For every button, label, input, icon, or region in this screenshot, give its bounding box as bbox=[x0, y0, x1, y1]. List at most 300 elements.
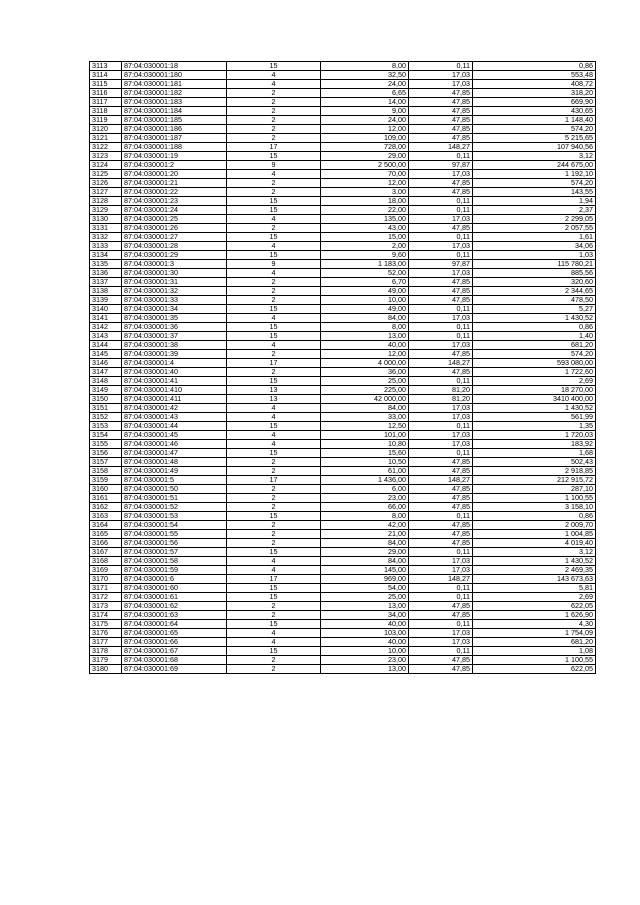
category-code-cell: 2 bbox=[227, 287, 321, 296]
rate-cell: 0,11 bbox=[409, 584, 473, 593]
value-cell: 2 918,85 bbox=[473, 467, 596, 476]
row-number-cell: 3161 bbox=[90, 494, 122, 503]
rate-cell: 17,03 bbox=[409, 431, 473, 440]
cadastral-number-cell: 87:04:030001:59 bbox=[122, 566, 227, 575]
area-cell: 42 000,00 bbox=[321, 395, 409, 404]
value-cell: 1 430,52 bbox=[473, 404, 596, 413]
rate-cell: 47,85 bbox=[409, 224, 473, 233]
table-row bbox=[90, 629, 596, 638]
cadastral-number-cell: 87:04:030001:5 bbox=[122, 476, 227, 485]
rate-cell: 0,11 bbox=[409, 323, 473, 332]
rate-cell: 17,03 bbox=[409, 71, 473, 80]
value-cell: 143 673,63 bbox=[473, 575, 596, 584]
area-cell: 13,00 bbox=[321, 665, 409, 674]
cadastral-number-cell: 87:04:030001:43 bbox=[122, 413, 227, 422]
value-cell: 1,68 bbox=[473, 449, 596, 458]
area-cell: 61,00 bbox=[321, 467, 409, 476]
category-code-cell: 15 bbox=[227, 332, 321, 341]
cadastral-number-cell: 87:04:030001:25 bbox=[122, 215, 227, 224]
rate-cell: 17,03 bbox=[409, 557, 473, 566]
cadastral-number-cell: 87:04:030001:40 bbox=[122, 368, 227, 377]
table-row bbox=[90, 224, 596, 233]
row-number-cell: 3170 bbox=[90, 575, 122, 584]
table-row bbox=[90, 386, 596, 395]
value-cell: 885,56 bbox=[473, 269, 596, 278]
area-cell: 8,00 bbox=[321, 512, 409, 521]
value-cell: 1 100,55 bbox=[473, 656, 596, 665]
rate-cell: 0,11 bbox=[409, 620, 473, 629]
area-cell: 54,00 bbox=[321, 584, 409, 593]
cadastral-number-cell: 87:04:030001:186 bbox=[122, 125, 227, 134]
category-code-cell: 4 bbox=[227, 566, 321, 575]
rate-cell: 47,85 bbox=[409, 287, 473, 296]
rate-cell: 47,85 bbox=[409, 503, 473, 512]
area-cell: 40,00 bbox=[321, 341, 409, 350]
cadastral-number-cell: 87:04:030001:6 bbox=[122, 575, 227, 584]
rate-cell: 47,85 bbox=[409, 494, 473, 503]
table-row bbox=[90, 485, 596, 494]
table-row bbox=[90, 395, 596, 404]
rate-cell: 47,85 bbox=[409, 89, 473, 98]
value-cell: 244 675,00 bbox=[473, 161, 596, 170]
value-cell: 1,94 bbox=[473, 197, 596, 206]
rate-cell: 47,85 bbox=[409, 296, 473, 305]
rate-cell: 0,11 bbox=[409, 647, 473, 656]
rate-cell: 47,85 bbox=[409, 656, 473, 665]
area-cell: 52,00 bbox=[321, 269, 409, 278]
category-code-cell: 13 bbox=[227, 395, 321, 404]
cadastral-number-cell: 87:04:030001:61 bbox=[122, 593, 227, 602]
rate-cell: 17,03 bbox=[409, 566, 473, 575]
value-cell: 320,60 bbox=[473, 278, 596, 287]
rate-cell: 47,85 bbox=[409, 350, 473, 359]
rate-cell: 17,03 bbox=[409, 80, 473, 89]
category-code-cell: 15 bbox=[227, 449, 321, 458]
data-table bbox=[89, 61, 596, 674]
category-code-cell: 2 bbox=[227, 467, 321, 476]
area-cell: 49,00 bbox=[321, 287, 409, 296]
category-code-cell: 4 bbox=[227, 341, 321, 350]
table-row bbox=[90, 179, 596, 188]
value-cell: 3 158,10 bbox=[473, 503, 596, 512]
value-cell: 1 754,09 bbox=[473, 629, 596, 638]
category-code-cell: 15 bbox=[227, 548, 321, 557]
cadastral-number-cell: 87:04:030001:411 bbox=[122, 395, 227, 404]
category-code-cell: 4 bbox=[227, 629, 321, 638]
category-code-cell: 2 bbox=[227, 224, 321, 233]
area-cell: 24,00 bbox=[321, 116, 409, 125]
row-number-cell: 3141 bbox=[90, 314, 122, 323]
value-cell: 287,10 bbox=[473, 485, 596, 494]
row-number-cell: 3139 bbox=[90, 296, 122, 305]
cadastral-number-cell: 87:04:030001:47 bbox=[122, 449, 227, 458]
value-cell: 574,20 bbox=[473, 125, 596, 134]
table-row bbox=[90, 413, 596, 422]
cadastral-number-cell: 87:04:030001:65 bbox=[122, 629, 227, 638]
category-code-cell: 2 bbox=[227, 134, 321, 143]
category-code-cell: 15 bbox=[227, 305, 321, 314]
category-code-cell: 2 bbox=[227, 530, 321, 539]
rate-cell: 17,03 bbox=[409, 314, 473, 323]
value-cell: 1 430,52 bbox=[473, 314, 596, 323]
row-number-cell: 3120 bbox=[90, 125, 122, 134]
rate-cell: 17,03 bbox=[409, 413, 473, 422]
rate-cell: 0,11 bbox=[409, 422, 473, 431]
cadastral-number-cell: 87:04:030001:182 bbox=[122, 89, 227, 98]
rate-cell: 47,85 bbox=[409, 602, 473, 611]
value-cell: 2 057,55 bbox=[473, 224, 596, 233]
table-row bbox=[90, 305, 596, 314]
row-number-cell: 3116 bbox=[90, 89, 122, 98]
table-row bbox=[90, 521, 596, 530]
cadastral-number-cell: 87:04:030001:410 bbox=[122, 386, 227, 395]
value-cell: 574,20 bbox=[473, 350, 596, 359]
area-cell: 40,00 bbox=[321, 620, 409, 629]
table-row bbox=[90, 287, 596, 296]
row-number-cell: 3166 bbox=[90, 539, 122, 548]
category-code-cell: 4 bbox=[227, 269, 321, 278]
category-code-cell: 17 bbox=[227, 359, 321, 368]
row-number-cell: 3150 bbox=[90, 395, 122, 404]
rate-cell: 47,85 bbox=[409, 188, 473, 197]
area-cell: 70,00 bbox=[321, 170, 409, 179]
row-number-cell: 3113 bbox=[90, 62, 122, 71]
area-cell: 8,00 bbox=[321, 62, 409, 71]
value-cell: 593 080,00 bbox=[473, 359, 596, 368]
area-cell: 225,00 bbox=[321, 386, 409, 395]
row-number-cell: 3164 bbox=[90, 521, 122, 530]
rate-cell: 0,11 bbox=[409, 206, 473, 215]
category-code-cell: 4 bbox=[227, 170, 321, 179]
area-cell: 22,00 bbox=[321, 206, 409, 215]
cadastral-number-cell: 87:04:030001:35 bbox=[122, 314, 227, 323]
cadastral-number-cell: 87:04:030001:4 bbox=[122, 359, 227, 368]
table-row bbox=[90, 269, 596, 278]
area-cell: 40,00 bbox=[321, 638, 409, 647]
rate-cell: 148,27 bbox=[409, 359, 473, 368]
rate-cell: 148,27 bbox=[409, 476, 473, 485]
value-cell: 1,40 bbox=[473, 332, 596, 341]
value-cell: 212 915,72 bbox=[473, 476, 596, 485]
value-cell: 1 004,85 bbox=[473, 530, 596, 539]
value-cell: 1,61 bbox=[473, 233, 596, 242]
category-code-cell: 2 bbox=[227, 89, 321, 98]
area-cell: 12,50 bbox=[321, 422, 409, 431]
row-number-cell: 3176 bbox=[90, 629, 122, 638]
rate-cell: 17,03 bbox=[409, 269, 473, 278]
value-cell: 1 626,90 bbox=[473, 611, 596, 620]
value-cell: 1 148,40 bbox=[473, 116, 596, 125]
area-cell: 13,00 bbox=[321, 332, 409, 341]
category-code-cell: 2 bbox=[227, 611, 321, 620]
value-cell: 3,12 bbox=[473, 152, 596, 161]
rate-cell: 47,85 bbox=[409, 179, 473, 188]
table-row bbox=[90, 152, 596, 161]
table-row bbox=[90, 314, 596, 323]
row-number-cell: 3168 bbox=[90, 557, 122, 566]
area-cell: 12,00 bbox=[321, 350, 409, 359]
cadastral-number-cell: 87:04:030001:21 bbox=[122, 179, 227, 188]
category-code-cell: 4 bbox=[227, 440, 321, 449]
cadastral-number-cell: 87:04:030001:37 bbox=[122, 332, 227, 341]
value-cell: 1 722,60 bbox=[473, 368, 596, 377]
category-code-cell: 4 bbox=[227, 71, 321, 80]
table-row bbox=[90, 602, 596, 611]
area-cell: 36,00 bbox=[321, 368, 409, 377]
value-cell: 18 270,00 bbox=[473, 386, 596, 395]
table-row bbox=[90, 575, 596, 584]
rate-cell: 47,85 bbox=[409, 467, 473, 476]
area-cell: 42,00 bbox=[321, 521, 409, 530]
row-number-cell: 3165 bbox=[90, 530, 122, 539]
value-cell: 0,86 bbox=[473, 62, 596, 71]
area-cell: 2 500,00 bbox=[321, 161, 409, 170]
table-body bbox=[90, 62, 596, 674]
value-cell: 183,92 bbox=[473, 440, 596, 449]
table-row bbox=[90, 557, 596, 566]
value-cell: 0,86 bbox=[473, 323, 596, 332]
area-cell: 103,00 bbox=[321, 629, 409, 638]
cadastral-number-cell: 87:04:030001:22 bbox=[122, 188, 227, 197]
row-number-cell: 3171 bbox=[90, 584, 122, 593]
table-row bbox=[90, 170, 596, 179]
row-number-cell: 3153 bbox=[90, 422, 122, 431]
rate-cell: 0,11 bbox=[409, 62, 473, 71]
category-code-cell: 2 bbox=[227, 521, 321, 530]
cadastral-number-cell: 87:04:030001:48 bbox=[122, 458, 227, 467]
category-code-cell: 2 bbox=[227, 665, 321, 674]
area-cell: 25,00 bbox=[321, 377, 409, 386]
row-number-cell: 3129 bbox=[90, 206, 122, 215]
category-code-cell: 2 bbox=[227, 125, 321, 134]
category-code-cell: 2 bbox=[227, 539, 321, 548]
row-number-cell: 3159 bbox=[90, 476, 122, 485]
row-number-cell: 3121 bbox=[90, 134, 122, 143]
category-code-cell: 2 bbox=[227, 116, 321, 125]
rate-cell: 148,27 bbox=[409, 143, 473, 152]
table-row bbox=[90, 647, 596, 656]
rate-cell: 17,03 bbox=[409, 638, 473, 647]
table-row bbox=[90, 539, 596, 548]
area-cell: 84,00 bbox=[321, 314, 409, 323]
rate-cell: 47,85 bbox=[409, 530, 473, 539]
table-row bbox=[90, 206, 596, 215]
value-cell: 1,35 bbox=[473, 422, 596, 431]
table-row bbox=[90, 125, 596, 134]
row-number-cell: 3145 bbox=[90, 350, 122, 359]
area-cell: 8,00 bbox=[321, 323, 409, 332]
area-cell: 3,00 bbox=[321, 188, 409, 197]
area-cell: 10,50 bbox=[321, 458, 409, 467]
row-number-cell: 3158 bbox=[90, 467, 122, 476]
rate-cell: 97,87 bbox=[409, 161, 473, 170]
rate-cell: 17,03 bbox=[409, 629, 473, 638]
value-cell: 478,50 bbox=[473, 296, 596, 305]
category-code-cell: 2 bbox=[227, 278, 321, 287]
category-code-cell: 15 bbox=[227, 584, 321, 593]
row-number-cell: 3126 bbox=[90, 179, 122, 188]
value-cell: 4 019,40 bbox=[473, 539, 596, 548]
rate-cell: 81,20 bbox=[409, 386, 473, 395]
table-row bbox=[90, 251, 596, 260]
value-cell: 561,99 bbox=[473, 413, 596, 422]
value-cell: 5,27 bbox=[473, 305, 596, 314]
rate-cell: 17,03 bbox=[409, 341, 473, 350]
area-cell: 24,00 bbox=[321, 80, 409, 89]
row-number-cell: 3167 bbox=[90, 548, 122, 557]
area-cell: 728,00 bbox=[321, 143, 409, 152]
category-code-cell: 13 bbox=[227, 386, 321, 395]
table-row bbox=[90, 197, 596, 206]
rate-cell: 17,03 bbox=[409, 440, 473, 449]
table-row bbox=[90, 188, 596, 197]
rate-cell: 0,11 bbox=[409, 197, 473, 206]
area-cell: 145,00 bbox=[321, 566, 409, 575]
category-code-cell: 15 bbox=[227, 251, 321, 260]
row-number-cell: 3133 bbox=[90, 242, 122, 251]
category-code-cell: 4 bbox=[227, 431, 321, 440]
table-row bbox=[90, 584, 596, 593]
row-number-cell: 3122 bbox=[90, 143, 122, 152]
rate-cell: 47,85 bbox=[409, 107, 473, 116]
value-cell: 5,81 bbox=[473, 584, 596, 593]
cadastral-number-cell: 87:04:030001:27 bbox=[122, 233, 227, 242]
row-number-cell: 3125 bbox=[90, 170, 122, 179]
area-cell: 32,50 bbox=[321, 71, 409, 80]
area-cell: 49,00 bbox=[321, 305, 409, 314]
value-cell: 34,06 bbox=[473, 242, 596, 251]
table-row bbox=[90, 404, 596, 413]
category-code-cell: 17 bbox=[227, 143, 321, 152]
area-cell: 84,00 bbox=[321, 539, 409, 548]
cadastral-number-cell: 87:04:030001:18 bbox=[122, 62, 227, 71]
table-row bbox=[90, 665, 596, 674]
table-row bbox=[90, 431, 596, 440]
cadastral-number-cell: 87:04:030001:53 bbox=[122, 512, 227, 521]
category-code-cell: 15 bbox=[227, 233, 321, 242]
category-code-cell: 9 bbox=[227, 260, 321, 269]
value-cell: 2,69 bbox=[473, 593, 596, 602]
row-number-cell: 3177 bbox=[90, 638, 122, 647]
table-row bbox=[90, 215, 596, 224]
value-cell: 1,03 bbox=[473, 251, 596, 260]
cadastral-number-cell: 87:04:030001:56 bbox=[122, 539, 227, 548]
category-code-cell: 2 bbox=[227, 494, 321, 503]
cadastral-number-cell: 87:04:030001:2 bbox=[122, 161, 227, 170]
cadastral-number-cell: 87:04:030001:68 bbox=[122, 656, 227, 665]
row-number-cell: 3155 bbox=[90, 440, 122, 449]
value-cell: 669,90 bbox=[473, 98, 596, 107]
rate-cell: 0,11 bbox=[409, 377, 473, 386]
category-code-cell: 15 bbox=[227, 620, 321, 629]
value-cell: 5 215,65 bbox=[473, 134, 596, 143]
category-code-cell: 15 bbox=[227, 197, 321, 206]
category-code-cell: 4 bbox=[227, 80, 321, 89]
category-code-cell: 2 bbox=[227, 656, 321, 665]
rate-cell: 0,11 bbox=[409, 233, 473, 242]
rate-cell: 0,11 bbox=[409, 332, 473, 341]
rate-cell: 0,11 bbox=[409, 251, 473, 260]
cadastral-number-cell: 87:04:030001:57 bbox=[122, 548, 227, 557]
row-number-cell: 3174 bbox=[90, 611, 122, 620]
row-number-cell: 3128 bbox=[90, 197, 122, 206]
category-code-cell: 17 bbox=[227, 476, 321, 485]
cadastral-number-cell: 87:04:030001:19 bbox=[122, 152, 227, 161]
row-number-cell: 3169 bbox=[90, 566, 122, 575]
row-number-cell: 3157 bbox=[90, 458, 122, 467]
row-number-cell: 3156 bbox=[90, 449, 122, 458]
rate-cell: 0,11 bbox=[409, 593, 473, 602]
cadastral-number-cell: 87:04:030001:50 bbox=[122, 485, 227, 494]
cadastral-number-cell: 87:04:030001:54 bbox=[122, 521, 227, 530]
cadastral-number-cell: 87:04:030001:34 bbox=[122, 305, 227, 314]
table-row bbox=[90, 71, 596, 80]
row-number-cell: 3132 bbox=[90, 233, 122, 242]
cadastral-number-cell: 87:04:030001:23 bbox=[122, 197, 227, 206]
category-code-cell: 4 bbox=[227, 314, 321, 323]
table-row bbox=[90, 89, 596, 98]
table-row bbox=[90, 350, 596, 359]
row-number-cell: 3143 bbox=[90, 332, 122, 341]
value-cell: 107 940,56 bbox=[473, 143, 596, 152]
table-row bbox=[90, 116, 596, 125]
value-cell: 553,48 bbox=[473, 71, 596, 80]
table-row bbox=[90, 368, 596, 377]
rate-cell: 47,85 bbox=[409, 458, 473, 467]
table-row bbox=[90, 278, 596, 287]
category-code-cell: 15 bbox=[227, 593, 321, 602]
area-cell: 13,00 bbox=[321, 602, 409, 611]
table-row bbox=[90, 449, 596, 458]
area-cell: 15,00 bbox=[321, 233, 409, 242]
table-row bbox=[90, 494, 596, 503]
rate-cell: 0,11 bbox=[409, 512, 473, 521]
cadastral-number-cell: 87:04:030001:26 bbox=[122, 224, 227, 233]
area-cell: 10,00 bbox=[321, 647, 409, 656]
row-number-cell: 3144 bbox=[90, 341, 122, 350]
cadastral-number-cell: 87:04:030001:187 bbox=[122, 134, 227, 143]
row-number-cell: 3146 bbox=[90, 359, 122, 368]
value-cell: 3410 400,00 bbox=[473, 395, 596, 404]
row-number-cell: 3130 bbox=[90, 215, 122, 224]
area-cell: 2,00 bbox=[321, 242, 409, 251]
row-number-cell: 3154 bbox=[90, 431, 122, 440]
cadastral-number-cell: 87:04:030001:184 bbox=[122, 107, 227, 116]
value-cell: 4,30 bbox=[473, 620, 596, 629]
category-code-cell: 4 bbox=[227, 557, 321, 566]
row-number-cell: 3135 bbox=[90, 260, 122, 269]
row-number-cell: 3131 bbox=[90, 224, 122, 233]
category-code-cell: 15 bbox=[227, 377, 321, 386]
cadastral-number-cell: 87:04:030001:38 bbox=[122, 341, 227, 350]
category-code-cell: 4 bbox=[227, 404, 321, 413]
category-code-cell: 2 bbox=[227, 296, 321, 305]
cadastral-number-cell: 87:04:030001:3 bbox=[122, 260, 227, 269]
area-cell: 18,00 bbox=[321, 197, 409, 206]
category-code-cell: 2 bbox=[227, 485, 321, 494]
value-cell: 1 192,10 bbox=[473, 170, 596, 179]
cadastral-number-cell: 87:04:030001:33 bbox=[122, 296, 227, 305]
value-cell: 0,86 bbox=[473, 512, 596, 521]
category-code-cell: 2 bbox=[227, 350, 321, 359]
table-row bbox=[90, 62, 596, 71]
rate-cell: 47,85 bbox=[409, 368, 473, 377]
row-number-cell: 3138 bbox=[90, 287, 122, 296]
area-cell: 15,60 bbox=[321, 449, 409, 458]
category-code-cell: 4 bbox=[227, 242, 321, 251]
table-row bbox=[90, 503, 596, 512]
value-cell: 2,69 bbox=[473, 377, 596, 386]
